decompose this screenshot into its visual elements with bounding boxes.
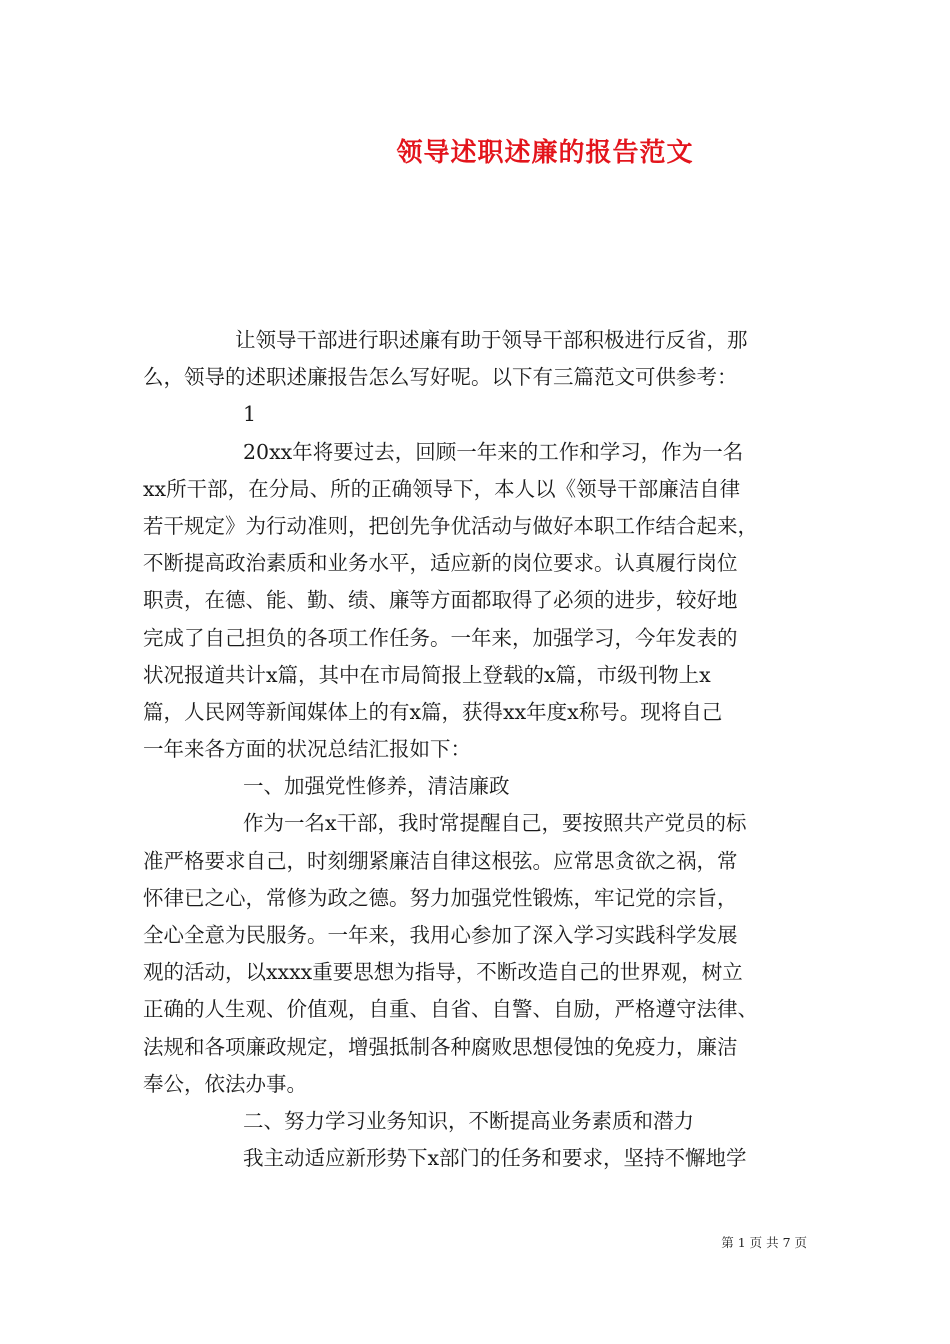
- paragraph-line: 让领导干部进行职述廉有助于领导干部积极进行反省，那: [235, 328, 748, 352]
- paragraph-line: 法规和各项廉政规定，增强抵制各种腐败思想侵蚀的免疫力，廉洁: [143, 1034, 738, 1059]
- paragraph-line: 怀律已之心，常修为政之德。努力加强党性锻炼，牢记党的宗旨，: [143, 885, 738, 910]
- paragraph-line: 篇，人民网等新闻媒体上的有x篇，获得xx年度x称号。现将自己: [143, 699, 723, 724]
- section-heading: 二、努力学习业务知识，不断提高业务素质和潜力: [243, 1108, 694, 1133]
- page-footer: 第 1 页 共 7 页: [721, 1235, 807, 1250]
- paragraph-line: 不断提高政治素质和业务水平，适应新的岗位要求。认真履行岗位: [143, 551, 738, 576]
- section-number: 1: [243, 402, 257, 427]
- paragraph-line: 20xx年将要过去，回顾一年来的工作和学习，作为一名: [243, 439, 744, 464]
- paragraph-line: xx所干部，在分局、所的正确领导下，本人以《领导干部廉洁自律: [143, 476, 741, 501]
- paragraph-line: 作为一名x干部，我时常提醒自己，要按照共产党员的标: [243, 811, 747, 836]
- paragraph-line: 职责，在德、能、勤、绩、廉等方面都取得了必须的进步，较好地: [143, 588, 738, 613]
- paragraph-line: 一年来各方面的状况总结汇报如下：: [143, 737, 471, 762]
- section-heading: 一、加强党性修养，清洁廉政: [243, 774, 510, 799]
- paragraph-line: 准严格要求自己，时刻绷紧廉洁自律这根弦。应常思贪欲之祸，常: [143, 848, 738, 873]
- paragraph-line: 观的活动，以xxxx重要思想为指导，不断改造自己的世界观，树立: [143, 960, 743, 985]
- paragraph-line: 状况报道共计x篇，其中在市局简报上登载的x篇，市级刊物上x: [143, 662, 711, 687]
- paragraph-line: 若干规定》为行动准则，把创先争优活动与做好本职工作结合起来，: [143, 513, 758, 538]
- paragraph-line: 奉公，依法办事。: [143, 1071, 307, 1096]
- paragraph-line: 我主动适应新形势下x部门的任务和要求，坚持不懈地学: [243, 1146, 747, 1171]
- paragraph-line: 么，领导的述职述廉报告怎么写好呢。以下有三篇范文可供参考：: [143, 365, 738, 390]
- document-body: [143, 322, 813, 1177]
- paragraph-line: 完成了自己担负的各项工作任务。一年来，加强学习，今年发表的: [143, 625, 738, 650]
- paragraph-line: 全心全意为民服务。一年来，我用心参加了深入学习实践科学发展: [143, 923, 738, 947]
- paragraph-line: 正确的人生观、价值观，自重、自省、自警、自励，严格遵守法律、: [143, 997, 758, 1022]
- document-title: 领导述职述廉的报告范文: [396, 138, 694, 168]
